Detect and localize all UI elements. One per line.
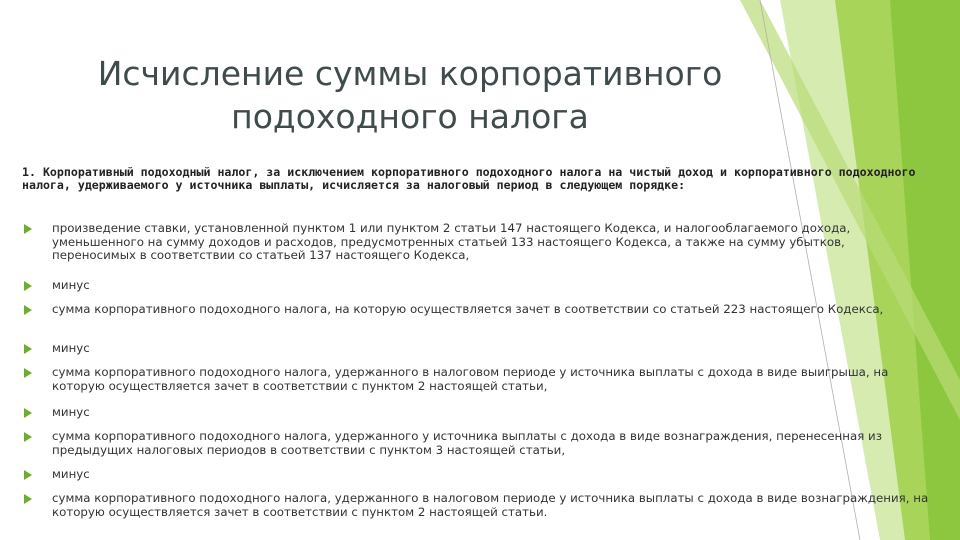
list-item-text: сумма корпоративного подоходного налога, удержанного у источника выплаты с дохода в виде вознаграждения, перенесенная из предыдущих налоговых периодов в соответствии с пунктом 3 настоящей статьи, [52, 429, 882, 457]
triangle-bullet-icon [24, 368, 32, 378]
list-item-text: произведение ставки, установленной пунктом 1 или пунктом 2 статьи 147 настоящего Кодекса, и налогооблагаемого дохода, уменьшенного на сумму доходов и расходов, предусмотренных статьей 133 настоящего Кодекса, а также на сумму убытков, переносимых в соответствии со статьей 137 настоящего Кодекса, [52, 221, 851, 262]
triangle-bullet-icon [24, 470, 32, 480]
slide-title: Исчисление суммы корпоративного подоходного налога [97, 54, 723, 136]
triangle-bullet-icon [24, 281, 32, 291]
triangle-bullet-icon [24, 224, 32, 234]
list-item-text: минус [52, 467, 90, 481]
list-item-text: сумма корпоративного подоходного налога, удержанного в налоговом периоде у источника выплаты с дохода в виде выигрыша, на которую осуществляется зачет в соответствии с пунктом 2 настоящей статьи, [52, 365, 889, 393]
intro-paragraph: 1. Корпоративный подоходный налог, за исключением корпоративного подоходного налога на чистый доход и корпоративного подоходного налога, удерживаемого у источника выплаты, исчисляется за налоговый период в следующем порядке: [22, 165, 916, 192]
triangle-bullet-icon [24, 344, 32, 354]
list-item-text: сумма корпоративного подоходного налога, удержанного в налоговом периоде у источника выплаты с дохода в виде вознаграждения, на которую осуществляется зачет в соответствии с пунктом 2 настоящей статьи. [52, 491, 929, 519]
triangle-bullet-icon [24, 408, 32, 418]
list-item-text: минус [52, 341, 90, 355]
triangle-bullet-icon [24, 305, 32, 315]
triangle-bullet-icon [24, 432, 32, 442]
list-item-text: минус [52, 278, 90, 292]
list-item-text: сумма корпоративного подоходного налога, на которую осуществляется зачет в соответствии со статьей 223 настоящего Кодекса, [52, 302, 884, 316]
list-item-text: минус [52, 405, 90, 419]
triangle-bullet-icon [24, 494, 32, 504]
